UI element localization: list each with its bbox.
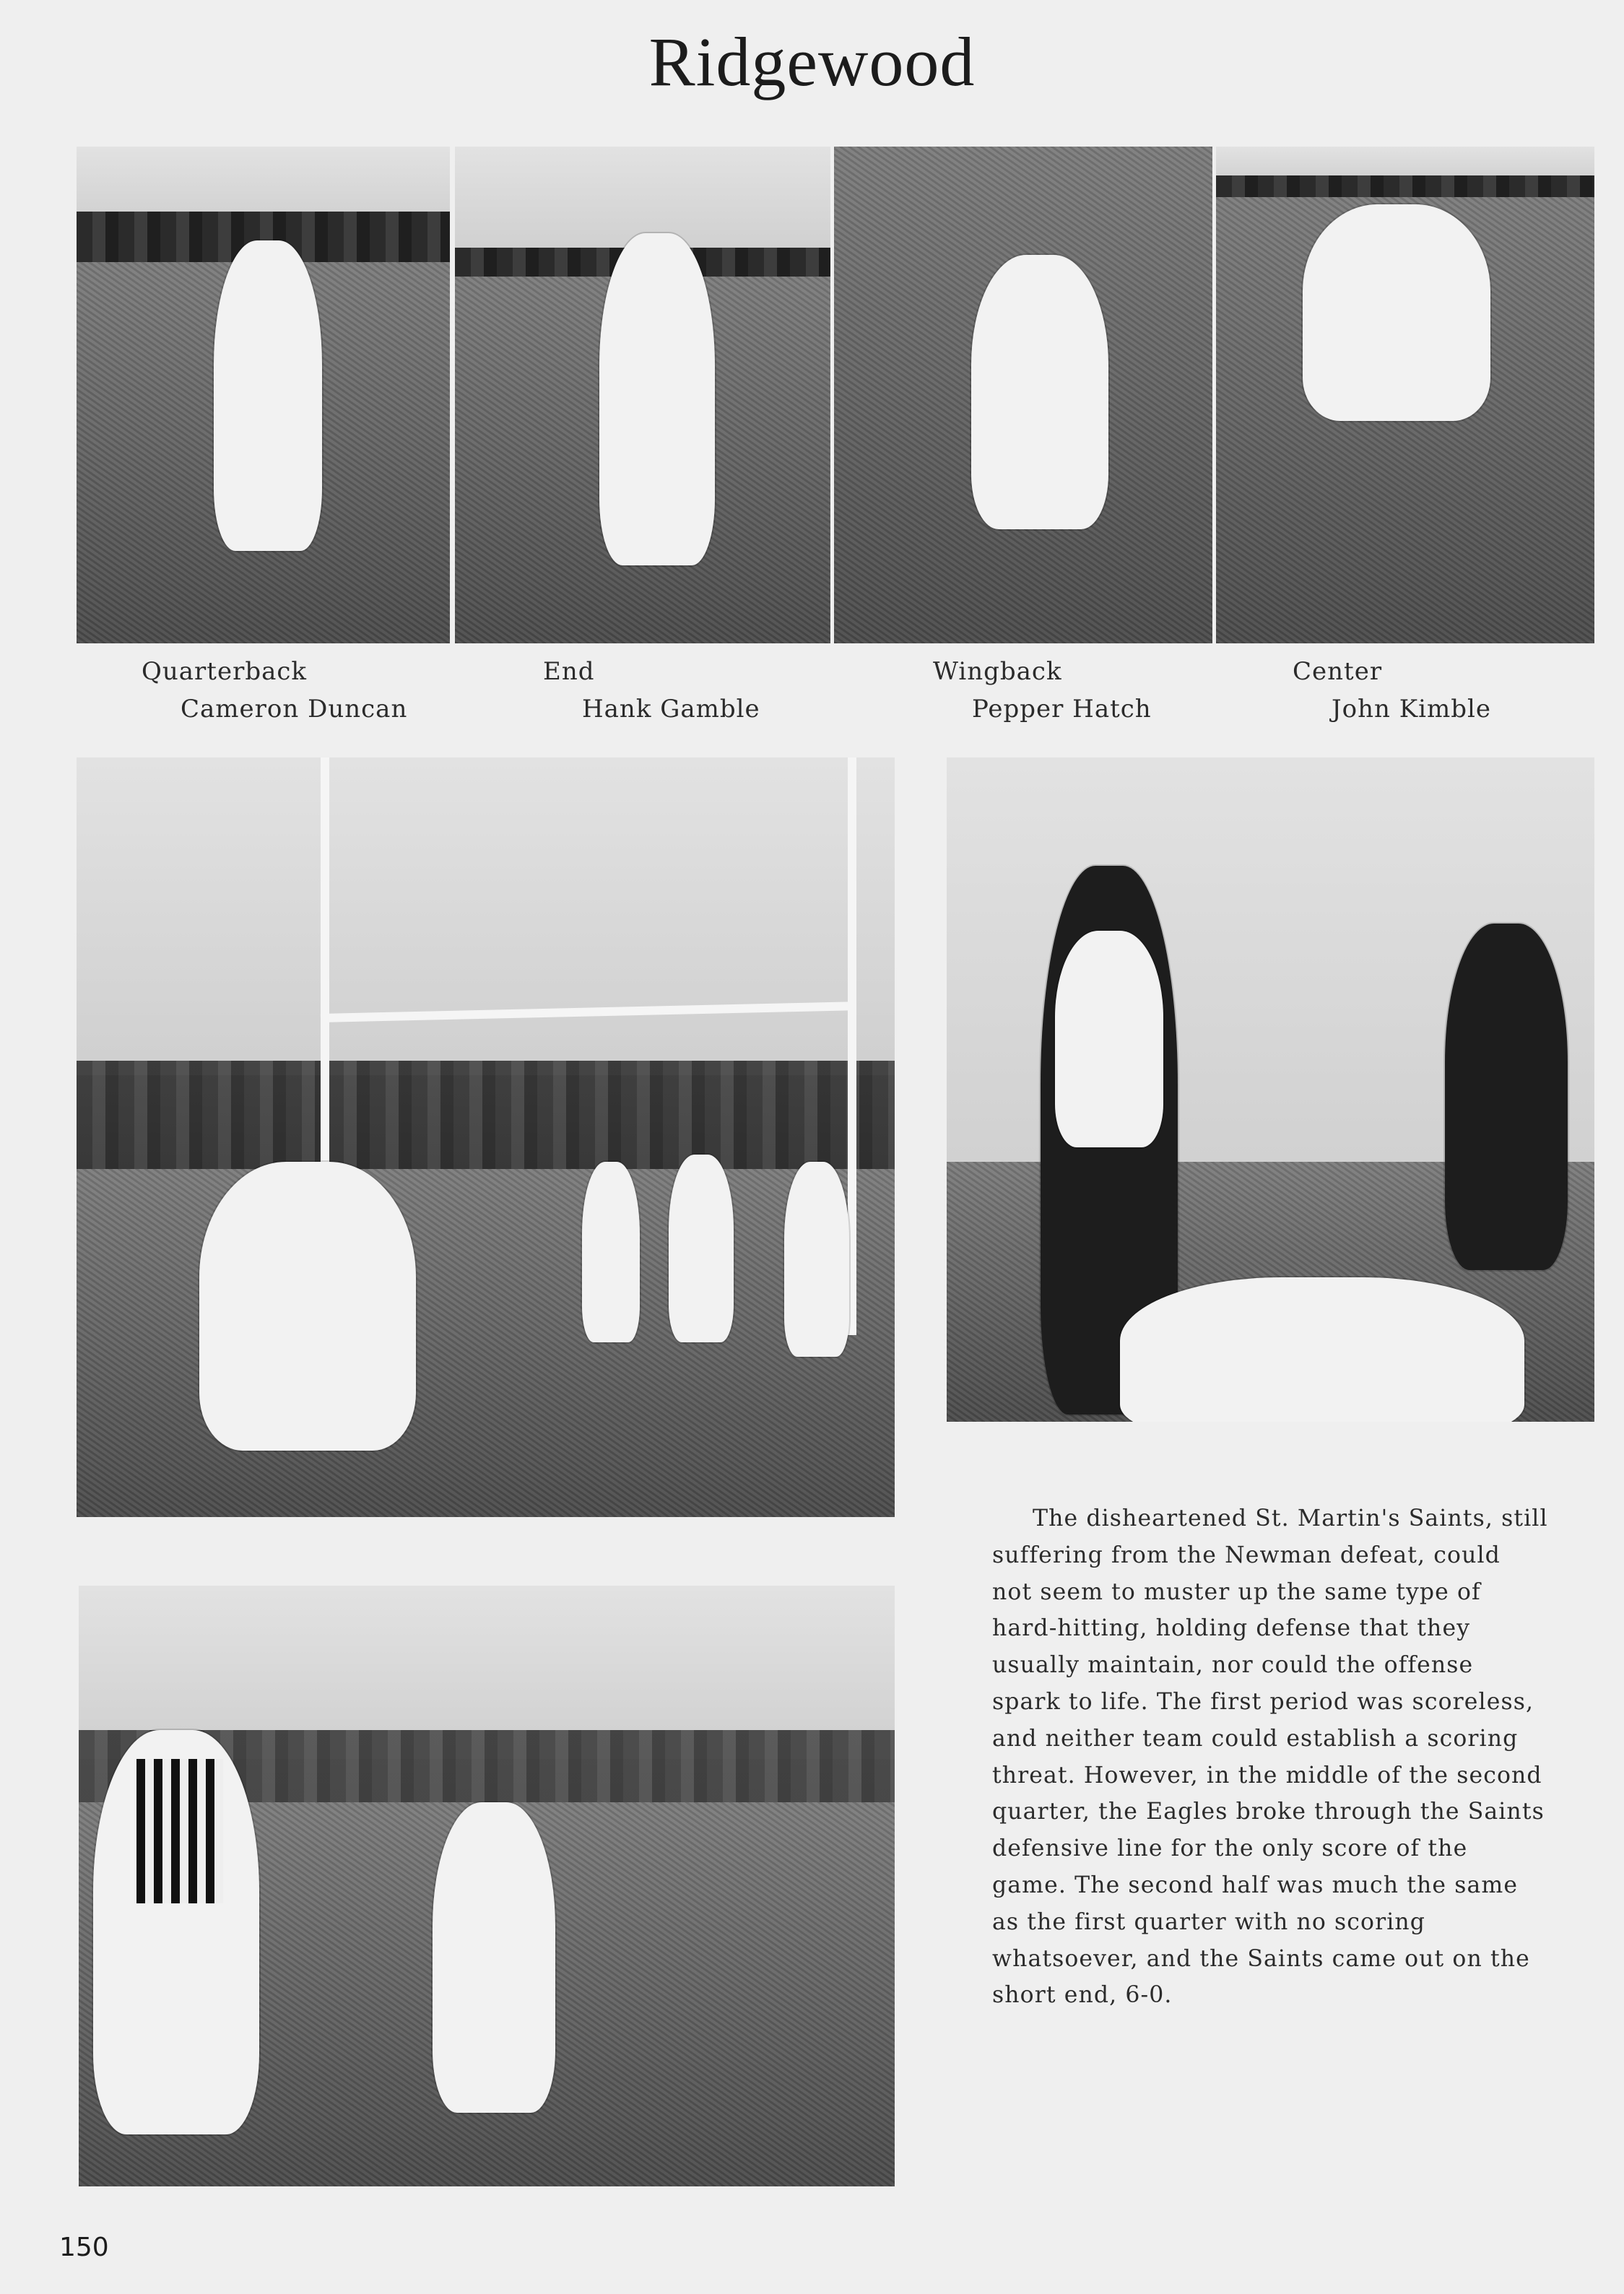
caption-end: [543, 653, 760, 728]
player-name: Cameron Duncan: [181, 695, 408, 724]
page-number: 150: [59, 2233, 109, 2262]
photo-center: [1216, 147, 1594, 643]
photo-quarterback: [77, 147, 450, 643]
player-name: Hank Gamble: [582, 695, 760, 724]
player-position: Quarterback: [142, 657, 308, 686]
photo-end: [455, 147, 830, 643]
photo-referee-play: [79, 1586, 895, 2186]
game-story: The disheartened St. Martin's Saints, still suffering from the Newman defeat, could not seem to muster up the same type of hard-hitting, holding defense that they usually maintain, nor could the offense spark to life. The first period was scoreless, and neither team could establish a scoring threat. However, in the middle of the second quarter, the Eagles broke through the Saints defensive line for the only score of the game. The second half was much the same as the first quarter with no scoring whatsoever, and the Saints came out on the short end, 6-0.: [992, 1506, 1548, 2009]
caption-quarterback: [142, 653, 407, 728]
photo-wingback: [834, 147, 1212, 643]
page-title: Ridgewood: [648, 23, 976, 100]
caption-wingback: [933, 653, 1152, 728]
player-position: Center: [1293, 657, 1383, 686]
player-position: End: [543, 657, 595, 686]
photo-sideline-coach: [947, 757, 1594, 1422]
player-name: John Kimble: [1332, 695, 1491, 724]
player-position: Wingback: [933, 657, 1062, 686]
photo-goalpost-play: [77, 757, 895, 1517]
caption-center: [1293, 653, 1491, 728]
player-name: Pepper Hatch: [972, 695, 1152, 724]
